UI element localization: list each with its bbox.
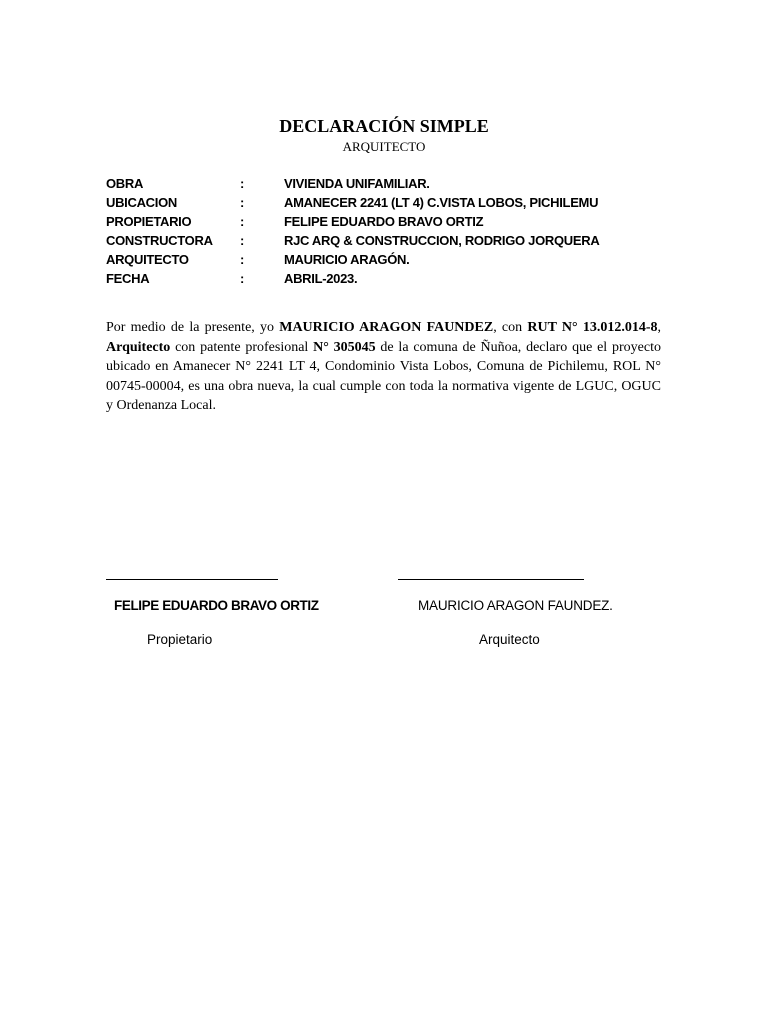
info-label: FECHA <box>106 271 150 286</box>
owner-signature-line <box>106 579 278 580</box>
info-value: RJC ARQ & CONSTRUCCION, RODRIGO JORQUERA <box>284 233 600 248</box>
patent-number: N° 305045 <box>313 339 376 355</box>
info-separator: : <box>240 176 245 191</box>
info-separator: : <box>240 271 245 286</box>
document-subtitle: ARQUITECTO <box>342 139 426 154</box>
declaration-text: , con <box>493 320 528 335</box>
info-separator: : <box>240 214 245 229</box>
info-separator: : <box>240 233 245 248</box>
declaration-paragraph <box>106 318 661 416</box>
info-value: ABRIL-2023. <box>284 271 358 286</box>
declaration-text: Por medio de la presente, yo <box>106 320 280 335</box>
info-value: MAURICIO ARAGÓN. <box>284 252 410 267</box>
info-value: AMANECER 2241 (LT 4) C.VISTA LOBOS, PICHILEMU <box>284 195 599 210</box>
declaration-text: de la comuna de Ñuñoa, declaro que el proyecto ubicado en Amanecer N° 2241 LT 4, Condominio Vista Lobos, Comuna de Pichilemu, ROL N° 00745-00004, es una obra nueva, la cual cumple con toda la normativa vigente de LGUC, OGUC y Ordenanza Local. <box>106 339 661 413</box>
info-value: VIVIENDA UNIFAMILIAR. <box>284 176 430 191</box>
info-label: OBRA <box>106 176 144 191</box>
info-label: UBICACION <box>106 195 177 210</box>
architect-signature-line <box>398 579 584 580</box>
architect-name: MAURICIO ARAGON FAUNDEZ <box>279 320 494 335</box>
info-label: PROPIETARIO <box>106 214 192 229</box>
info-value: FELIPE EDUARDO BRAVO ORTIZ <box>284 214 484 229</box>
architect-signature-role: Arquitecto <box>479 632 540 647</box>
owner-signature-role: Propietario <box>147 632 213 647</box>
info-label: CONSTRUCTORA <box>106 233 213 248</box>
declaration-text: , <box>657 320 661 335</box>
rut-number: RUT N° 13.012.014-8 <box>527 320 658 335</box>
owner-signature-name: FELIPE EDUARDO BRAVO ORTIZ <box>114 598 319 613</box>
info-separator: : <box>240 252 245 267</box>
architect-signature-name: MAURICIO ARAGON FAUNDEZ. <box>418 598 613 613</box>
document-title: DECLARACIÓN SIMPLE <box>279 116 489 136</box>
info-separator: : <box>240 195 245 210</box>
declaration-text: con patente profesional <box>170 339 314 355</box>
architect-role: Arquitecto <box>106 339 171 355</box>
info-label: ARQUITECTO <box>106 252 189 267</box>
